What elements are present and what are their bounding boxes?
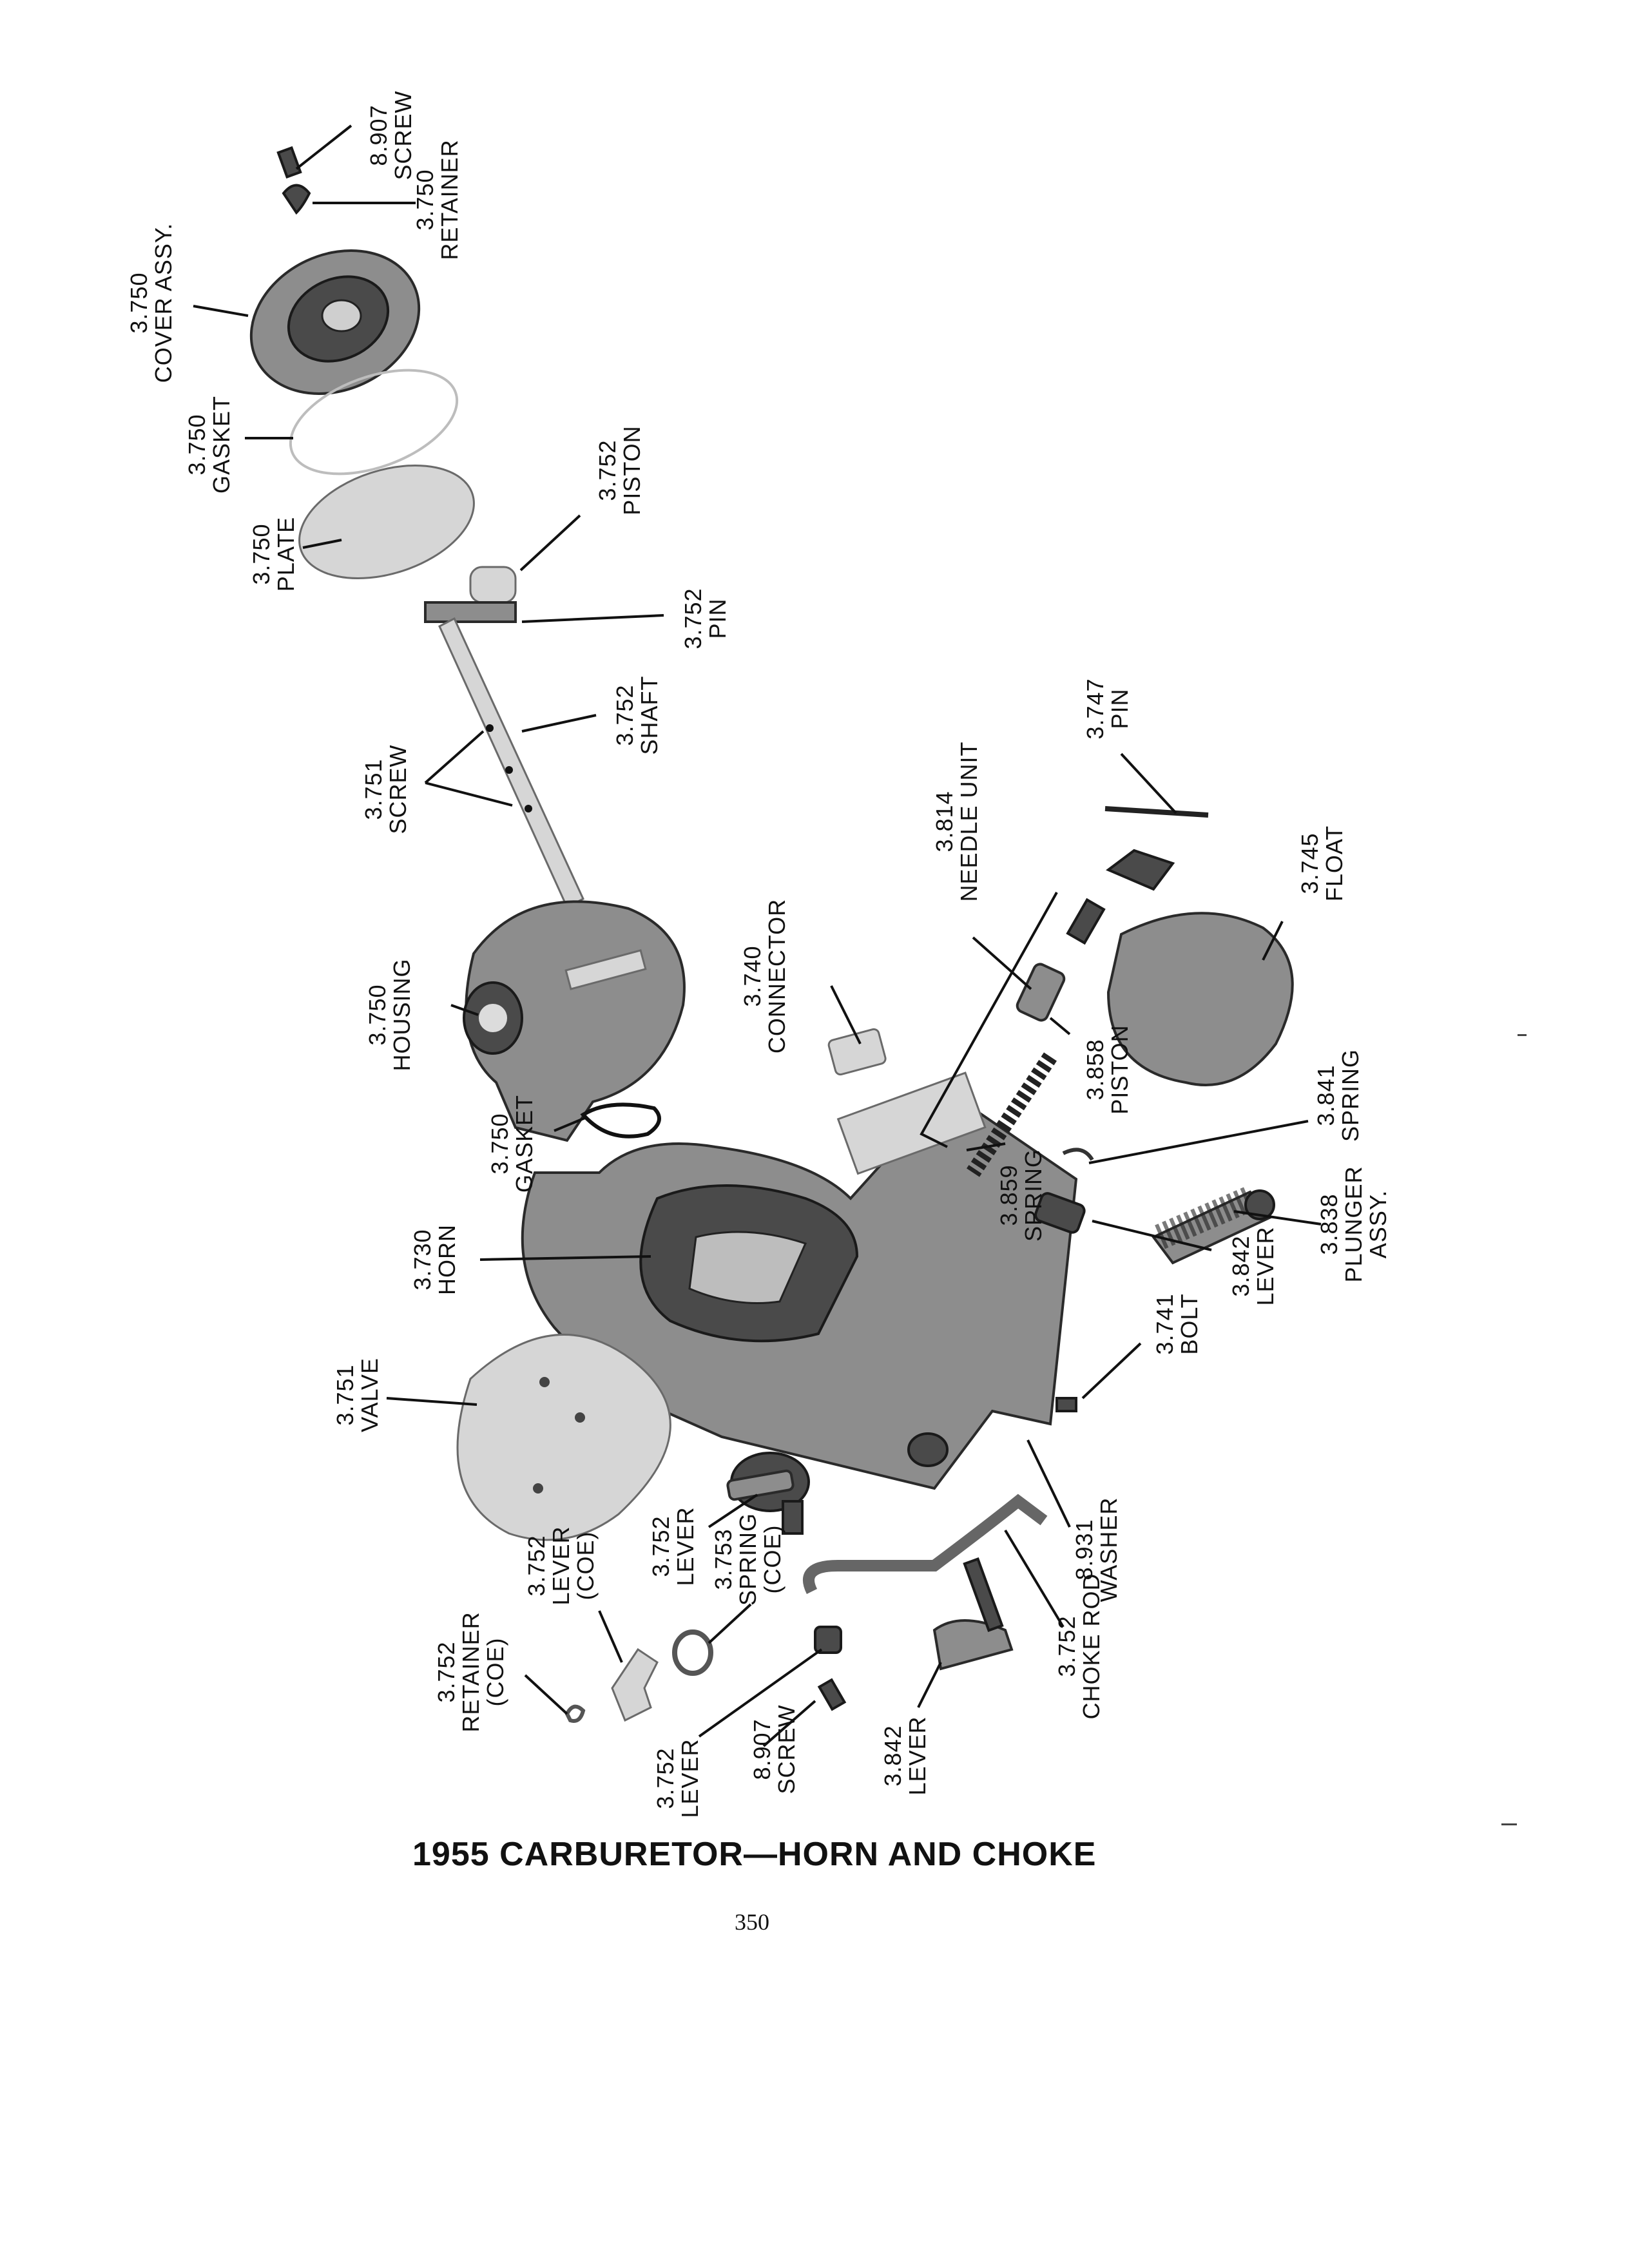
callout-number: 3.741 [1152,1293,1178,1355]
callout-name: PIN [704,598,731,639]
callout-number: 3.752 [433,1641,459,1703]
callout-number: 3.751 [332,1364,358,1426]
callout-name: LEVER [677,1738,703,1818]
callout-name: SPRING [1020,1148,1046,1242]
callout-label [365,91,416,180]
callout-name: SCREW [385,744,411,834]
callout-number: 3.842 [1228,1235,1254,1297]
callout-label [931,741,982,901]
shaft-part [439,619,583,907]
leader-lever-bottom [918,1662,941,1707]
callout-number: 3.750 [412,169,438,231]
callout-number: 3.842 [880,1725,906,1787]
callout-label [332,1358,383,1432]
needle-unit-part [1015,900,1104,1023]
callout-number: 8.931 [1071,1519,1097,1581]
scan-edge-mark [1501,1823,1517,1825]
lever-coe-part [612,1649,657,1720]
callout-number: 3.752 [612,684,638,746]
leader-shaft [522,715,596,731]
leader-piston-top [521,515,580,570]
callout-number: 3.752 [594,439,621,501]
callout-name: PISTON [619,425,645,515]
housing-part [464,901,684,1140]
callout-name: LEVER [904,1716,930,1796]
callout-number: 3.858 [1082,1039,1108,1100]
callout-name: HOUSING [389,958,415,1072]
callout-label [184,396,235,494]
callout-name: PIN [1106,688,1133,729]
callout-label [409,1224,460,1295]
callout-label [1313,1049,1364,1142]
choke-rod-part [809,1501,1044,1591]
callout-name: FLOAT [1321,825,1347,902]
screw-part [278,148,300,177]
scan-edge-mark [1518,1034,1527,1036]
leader-choke-rod [1005,1530,1063,1627]
spring-coe-part [675,1632,711,1673]
callout-number: 3.753 [710,1528,737,1590]
callout-label [880,1716,930,1795]
callout-name: BOLT [1176,1293,1202,1355]
callout-name: PLATE [273,516,299,592]
callout-name: LEVER [672,1506,699,1586]
callout-name: VALVE [356,1358,383,1432]
callout-number: 3.752 [523,1535,550,1597]
callout-number: 3.750 [248,523,275,585]
leader-needle-unit [973,937,1031,989]
callout-number: 3.745 [1296,832,1323,894]
callout-extra: ASSY. [1365,1189,1391,1259]
callout-number: 3.859 [996,1164,1022,1226]
callout-name: HORN [434,1224,460,1295]
callout-extra: (COE) [572,1531,599,1600]
callout-number: 3.740 [739,945,766,1007]
callout-number: 3.750 [487,1113,513,1175]
callout-number: 8.907 [749,1718,775,1780]
callout-number: 3.730 [409,1229,436,1291]
callout-number: 3.814 [931,791,958,852]
callout-name: SCREW [773,1704,800,1794]
callout-number: 3.841 [1313,1064,1339,1126]
retainer-part [284,186,309,213]
leader-cover-assy [193,306,248,316]
callout-number: 3.838 [1316,1193,1342,1255]
lever-bottom-part [934,1559,1012,1669]
leader-screw-mid-2 [425,783,512,805]
callout-label [594,425,645,515]
callout-label [612,675,662,754]
callout-name: SCREW [390,90,416,180]
callout-label [648,1506,699,1586]
callout-label [710,1513,786,1606]
leader-spring-coe [709,1604,751,1643]
callout-number: 3.750 [126,272,152,334]
float-pin-part [1105,809,1208,815]
callout-label [523,1526,599,1605]
leader-pin-top [522,615,664,622]
callout-label [487,1095,537,1193]
plate-part [285,445,488,599]
bolt-part [1057,1398,1076,1411]
callout-name: PLUNGER [1340,1166,1367,1283]
callout-number: 3.752 [680,588,706,649]
callout-extra: (COE) [759,1524,786,1594]
leader-retainer-coe [525,1675,567,1714]
leader-pin-right [1121,754,1176,813]
callout-name: SPRING [1337,1048,1364,1142]
callout-number: 3.747 [1082,678,1108,740]
callout-label [739,899,790,1053]
callout-label [1316,1166,1391,1282]
callout-name: LEVER [548,1526,574,1606]
callout-name: RETAINER [436,139,463,260]
parts-artwork [227,148,1292,1721]
leader-lever-coe [599,1611,622,1662]
callout-label [433,1611,508,1732]
callout-number: 8.907 [365,104,392,166]
callout-label [749,1705,800,1794]
small-spring-part [1063,1149,1092,1160]
piston-part [470,567,516,602]
callout-name: SHAFT [636,675,662,755]
callout-extra: (COE) [482,1637,508,1707]
callout-number: 3.752 [648,1515,674,1577]
callout-label [364,958,415,1071]
page-title: 1955 CARBURETOR—HORN AND CHOKE [412,1836,1097,1873]
callout-label [1082,678,1133,739]
callout-number: 3.750 [364,984,390,1046]
callout-name: LEVER [1252,1226,1278,1306]
page-number: 350 [735,1909,769,1935]
callout-name: RETAINER [458,1611,484,1733]
leader-piston-right [1050,1018,1070,1034]
small-gasket-part [583,1104,659,1136]
callout-label [652,1738,703,1818]
callout-label [1082,1024,1133,1114]
pin-part [425,602,516,622]
leader-spring-right [1089,1121,1308,1163]
callout-label [248,517,299,591]
leader-screw-mid-1 [425,731,483,783]
callout-number: 3.750 [184,414,210,476]
callout-name: SPRING [735,1512,761,1606]
float-part [1108,850,1293,1085]
leader-bolt [1083,1343,1141,1398]
valve-part [458,1334,670,1540]
callout-label [1296,825,1347,901]
callout-name: PISTON [1106,1024,1133,1115]
callout-label [360,745,411,834]
callout-name: CONNECTOR [764,898,790,1054]
callout-number: 3.752 [1054,1615,1080,1677]
callout-name: GASKET [208,395,235,494]
callout-label [1152,1293,1202,1354]
retainer-coe-part [567,1707,583,1721]
callout-name: NEEDLE UNIT [956,741,982,902]
callout-name: COVER ASSY. [150,222,177,383]
leader-screw-top [296,126,351,169]
small-lever-part [815,1627,841,1653]
callout-number: 3.751 [360,758,387,820]
callout-name: GASKET [511,1094,537,1193]
callout-label [126,223,177,383]
callout-label [412,139,463,260]
callout-name: WASHER [1095,1497,1122,1602]
callout-label [1054,1573,1104,1719]
small-screw-part [819,1680,844,1709]
callout-number: 3.752 [652,1747,679,1809]
callout-label [680,588,731,649]
callout-label [1228,1226,1278,1305]
leader-connector [831,986,860,1044]
callout-name: CHOKE ROD [1078,1573,1104,1720]
